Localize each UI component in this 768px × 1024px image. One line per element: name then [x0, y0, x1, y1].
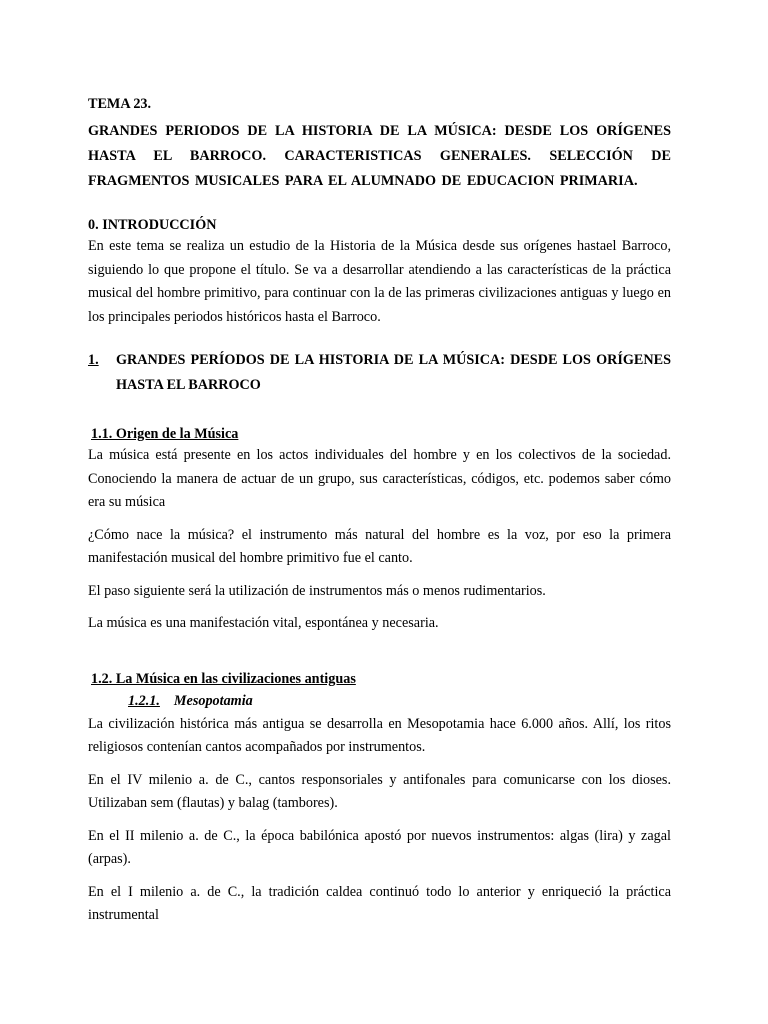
section-1-number: 1. [88, 352, 99, 368]
intro-heading: 0. INTRODUCCIÓN [88, 217, 217, 233]
paragraph: La civilización histórica más antigua se desarrolla en Mesopotamia hace 6.000 años. Allí, los ritos religiosos contenían cantos acompañados por instrumentos. [88, 715, 671, 755]
paragraph: En el I milenio a. de C., la tradición caldea continuó todo lo anterior y enriqueció la práctica instrumental [88, 883, 671, 923]
section-1-1-heading: 1.1. Origen de la Música [91, 426, 239, 442]
section-1-2-heading: 1.2. La Música en las civilizaciones antiguas [91, 670, 356, 687]
topic-number: TEMA 23. [88, 96, 152, 112]
paragraph: En el IV milenio a. de C., cantos responsoriales y antifonales para comunicarse con los dioses. Utilizaban sem (flautas) y balag (tambores). [88, 771, 671, 811]
section-1-heading [88, 348, 671, 398]
subsection-1-2-1-heading: 1.2.1. Mesopotamia [128, 692, 253, 709]
paragraph: El paso siguiente será la utilización de instrumentos más o menos rudimentarios. [88, 582, 546, 599]
paragraph: La música está presente en los actos individuales del hombre y en los colectivos de la sociedad. Conociendo la manera de actuar de un grupo, sus características, códigos, etc. podemos saber cómo era su música [88, 447, 671, 510]
document-content [88, 95, 671, 928]
section-1-title: GRANDES PERÍODOS DE LA HISTORIA DE LA MÚSICA: DESDE LOS ORÍGENES HASTA EL BARROCO [116, 352, 671, 393]
paragraph: ¿Cómo nace la música? el instrumento más natural del hombre es la voz, por eso la primera manifestación musical del hombre primitivo fue el canto. [88, 526, 671, 566]
document-title: GRANDES PERIODOS DE LA HISTORIA DE LA MÚSICA: DESDE LOS ORÍGENES HASTA EL BARROCO. CARACTERISTICAS GENERALES. SELECCIÓN DE FRAGMENTOS MUSICALES PARA EL ALUMNADO DE EDUCACION PRIMARIA. [88, 123, 671, 189]
intro-paragraph: En este tema se realiza un estudio de la Historia de la Música desde sus orígenes hastael Barroco, siguiendo lo que propone el título. Se va a desarrollar atendiendo a las características de la práctica musical del hombre primitivo, para continuar con la de las primeras civilizaciones antiguas y luego en los principales periodos históricos hasta el Barroco. [88, 238, 671, 325]
paragraph: La música es una manifestación vital, espontánea y necesaria. [88, 615, 439, 631]
paragraph: En el II milenio a. de C., la época babilónica apostó por nuevos instrumentos: algas (lira) y zagal (arpas). [88, 827, 671, 867]
